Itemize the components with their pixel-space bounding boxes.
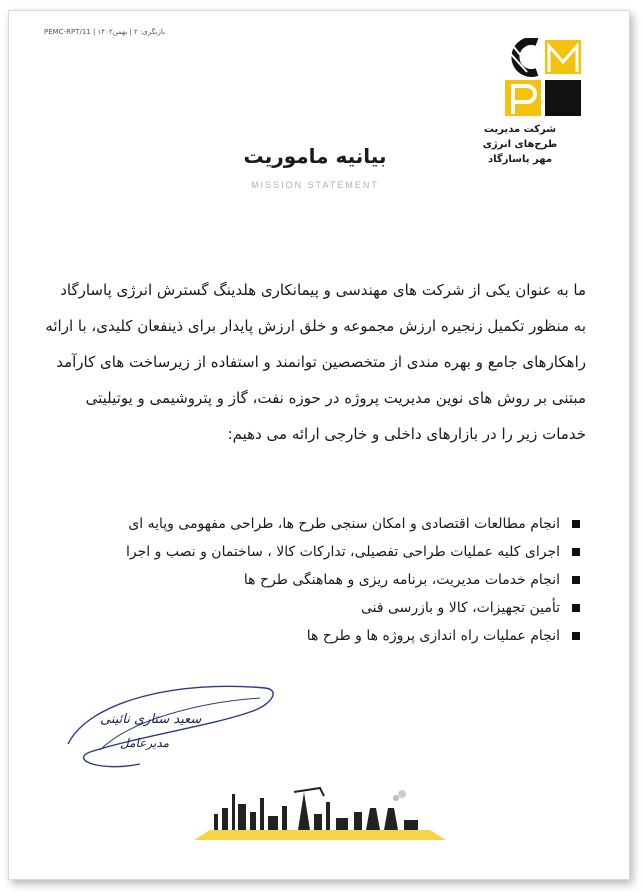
company-name-line: شرکت مدیریت	[483, 124, 557, 135]
square-bullet-icon	[572, 604, 580, 612]
document-code: PEMC-RPT/11 | بازنگری: ۲ | بهمن۱۴۰۲	[44, 28, 165, 36]
list-item-text: انجام خدمات مدیریت، برنامه ریزی و هماهنگی طرح ها	[243, 572, 560, 588]
company-name-line: مهر پاسارگاد	[487, 154, 553, 165]
list-item-text: اجرای کلیه عملیات طراحی تفصیلی، تدارکات کالا ، ساختمان و نصب و اجرا	[126, 544, 560, 560]
page-subtitle: MISSION STATEMENT	[251, 180, 379, 190]
industrial-skyline-illustration	[190, 778, 450, 844]
list-item	[120, 538, 580, 566]
services-list	[120, 510, 580, 650]
list-item-text: انجام مطالعات اقتصادی و امکان سنجی طرح ها، طراحی مفهومی وپایه ای	[128, 516, 560, 532]
signatory-role: مدیرعامل	[120, 736, 170, 750]
square-bullet-icon	[572, 632, 580, 640]
mission-paragraph	[45, 272, 586, 452]
company-name-line: طرح‌های انرژی	[482, 139, 558, 150]
list-item-text: انجام عملیات راه اندازی پروژه ها و طرح ها	[306, 628, 560, 644]
paragraph-line: راهکارهای جامع و بهره مندی از متخصصین توانمند و استفاده از زیرساخت های کارآمد	[56, 353, 586, 371]
list-item	[120, 566, 580, 594]
square-bullet-icon	[572, 548, 580, 556]
paragraph-line: به منظور تکمیل زنجیره ارزش مجموعه و خلق ارزش پایدار برای ذینفعان کلیدی، با ارائه	[45, 317, 586, 335]
signature-scribble	[60, 680, 290, 780]
page-title: بیانیه ماموریت	[243, 144, 387, 168]
company-logo	[503, 38, 585, 120]
paragraph-line: خدمات زیر را در بازارهای داخلی و خارجی ارائه می دهیم:	[227, 425, 586, 443]
signatory-name: سعید ستاری نائینی	[100, 712, 202, 727]
list-item	[120, 594, 580, 622]
square-bullet-icon	[572, 576, 580, 584]
paragraph-line: مبتنی بر روش های نوین مدیریت پروژه در حوزه نفت، گاز و پتروشیمی و یوتیلیتی	[85, 389, 586, 407]
paragraph-line: ما به عنوان یکی از شرکت های مهندسی و پیمانکاری هلدینگ گسترش انرژی پاسارگاد	[60, 281, 586, 299]
company-name	[460, 122, 580, 167]
list-item	[120, 510, 580, 538]
list-item-text: تأمین تجهیزات، کالا و بازرسی فنی	[360, 600, 560, 616]
list-item	[120, 622, 580, 650]
square-bullet-icon	[572, 520, 580, 528]
